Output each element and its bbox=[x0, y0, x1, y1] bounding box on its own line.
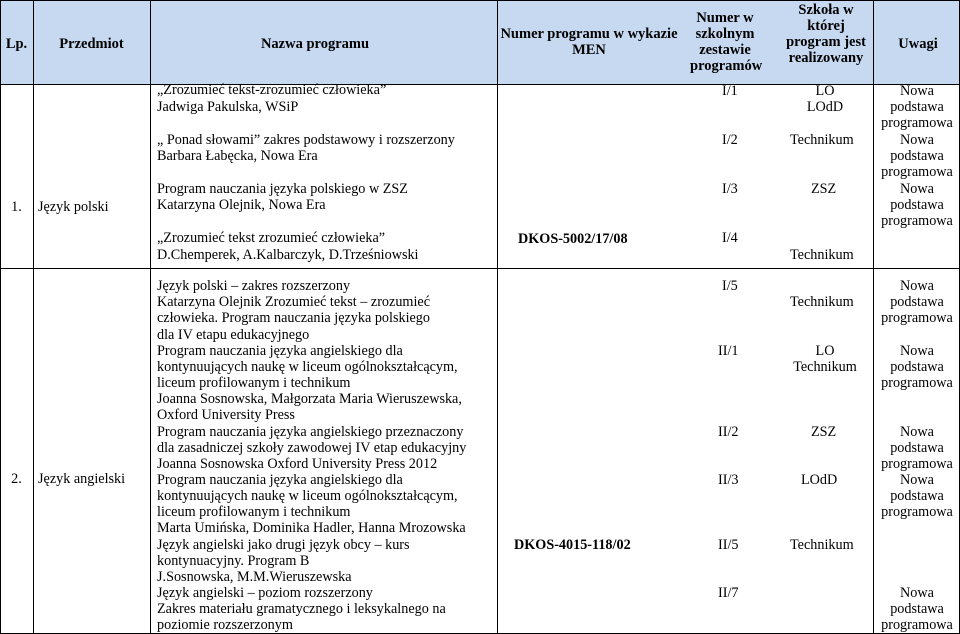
row-2-program-2-line-2: kontynuujących naukę w liceum ogólnokształcącym, bbox=[157, 359, 458, 375]
row-1-lp: 1. bbox=[11, 199, 22, 215]
row-2-program-3-line-3: Joanna Sosnowska Oxford University Press 2012 bbox=[157, 456, 438, 472]
row-2-school-3: ZSZ bbox=[811, 424, 837, 440]
row-2-notes-3: Nowa podstawa programowa bbox=[881, 424, 953, 472]
row-1-number-2: I/2 bbox=[722, 132, 738, 148]
header-program-name: Nazwa programu bbox=[260, 36, 370, 52]
row-2-program-5-line-3: J.Sosnowska, M.M.Wieruszewska bbox=[157, 569, 352, 585]
header-lp: Lp. bbox=[5, 36, 28, 52]
row-2-number-3: II/2 bbox=[718, 424, 739, 440]
row-2-school-4: LOdD bbox=[801, 472, 838, 488]
row-2-program-6-line-3: poziomie rozszerzonym bbox=[157, 617, 293, 633]
row-1-notes-3: Nowa podstawa programowa bbox=[881, 181, 953, 229]
row-2-number-5: II/5 bbox=[718, 537, 739, 553]
header-men-number: Numer programu w wykazie MEN bbox=[500, 26, 678, 58]
row-2-school-1: Technikum bbox=[790, 294, 854, 310]
row-1-program-3-line-2: Katarzyna Olejnik, Nowa Era bbox=[157, 197, 326, 213]
row-1-program-2-line-2: Barbara Łabęcka, Nowa Era bbox=[157, 148, 318, 164]
row-1-program-1-line-1: „Zrozumieć tekst-zrozumieć człowieka” bbox=[157, 82, 387, 98]
row-1-school-1: LO LOdD bbox=[806, 83, 844, 115]
row-1-men-number: DKOS-5002/17/08 bbox=[518, 231, 628, 247]
row-1-program-3-line-1: Program nauczania języka polskiego w ZSZ bbox=[157, 181, 408, 197]
row-2-notes-4: Nowa podstawa programowa bbox=[881, 472, 953, 520]
row-2-program-2-line-1: Program nauczania języka angielskiego dla bbox=[157, 343, 403, 359]
row-2-number-4: II/3 bbox=[718, 472, 739, 488]
row-2-program-5-line-1: Język angielski jako drugi język obcy – kurs bbox=[157, 537, 410, 553]
row-2-program-4-line-3: liceum profilowanym i technikum bbox=[157, 504, 351, 520]
row-2-program-4-line-2: kontynuujących naukę w liceum ogólnokształcącym, bbox=[157, 488, 458, 504]
row-2-school-2: LO Technikum bbox=[793, 343, 857, 375]
row-2-program-2-line-4: Joanna Sosnowska, Małgorzata Maria Wieruszewska, bbox=[157, 391, 462, 407]
row-2-program-1-line-2: Katarzyna Olejnik Zrozumieć tekst – zrozumieć bbox=[157, 294, 430, 310]
row-1-school-4: Technikum bbox=[790, 247, 854, 263]
header-school: Szkoła w której program jest realizowany bbox=[786, 2, 866, 66]
row-2-lp: 2. bbox=[11, 471, 22, 487]
row-2-number-2: II/1 bbox=[718, 343, 739, 359]
row-2-program-4-line-4: Marta Umińska, Dominika Hadler, Hanna Mrozowska bbox=[157, 520, 466, 536]
row-1-number-1: I/1 bbox=[722, 83, 738, 99]
row-1-program-1-line-2: Jadwiga Pakulska, WSiP bbox=[157, 99, 299, 115]
row-1-school-3: ZSZ bbox=[811, 181, 837, 197]
row-1-number-3: I/3 bbox=[722, 181, 738, 197]
row-2-program-6-line-2: Zakres materiału gramatycznego i leksykalnego na bbox=[157, 601, 446, 617]
row-2-men-number: DKOS-4015-118/02 bbox=[514, 537, 631, 553]
row-2-program-1-line-3: człowieka. Program nauczania języka polskiego bbox=[157, 310, 430, 326]
header-school-number: Numer w szkolnym zestawie programów bbox=[690, 10, 763, 74]
row-2-number-1: I/5 bbox=[722, 278, 738, 294]
row-2-notes-6: Nowa podstawa programowa bbox=[881, 585, 953, 633]
header-notes: Uwagi bbox=[898, 36, 938, 52]
row-2-notes-2: Nowa podstawa programowa bbox=[881, 343, 953, 391]
row-2-program-1-line-1: Język polski – zakres rozszerzony bbox=[157, 278, 351, 294]
row-2-program-2-line-3: liceum profilowanym i technikum bbox=[157, 375, 351, 391]
row-2-program-3-line-2: dla zasadniczej szkoły zawodowej IV etap edukacyjny bbox=[157, 440, 467, 456]
row-2-program-2-line-5: Oxford University Press bbox=[157, 407, 295, 423]
row-1-program-4-line-1: „Zrozumieć tekst zrozumieć człowieka” bbox=[157, 230, 386, 246]
row-1-program-4-line-2: D.Chemperek, A.Kalbarczyk, D.Trześniowski bbox=[157, 247, 419, 263]
header-subject: Przedmiot bbox=[59, 36, 124, 52]
row-2-notes-1: Nowa podstawa programowa bbox=[881, 278, 953, 326]
row-1-school-2: Technikum bbox=[790, 132, 854, 148]
row-2-program-5-line-2: kontynuacyjny. Program B bbox=[157, 553, 310, 569]
row-2-program-3-line-1: Program nauczania języka angielskiego przeznaczony bbox=[157, 424, 464, 440]
row-2-school-5: Technikum bbox=[790, 537, 854, 553]
row-2-number-6: II/7 bbox=[718, 585, 739, 601]
row-1-notes-1: Nowa podstawa programowa bbox=[881, 83, 953, 131]
row-2-subject: Język angielski bbox=[38, 471, 126, 487]
row-2-program-1-line-4: dla IV etapu edukacyjnego bbox=[157, 327, 310, 343]
row-1-subject: Język polski bbox=[38, 199, 109, 215]
row-1-notes-2: Nowa podstawa programowa bbox=[881, 132, 953, 180]
row-2-program-4-line-1: Program nauczania języka angielskiego dla bbox=[157, 472, 403, 488]
row-1-program-2-line-1: „ Ponad słowami” zakres podstawowy i rozszerzony bbox=[157, 132, 455, 148]
row-2-program-6-line-1: Język angielski – poziom rozszerzony bbox=[157, 585, 373, 601]
row-1-number-4: I/4 bbox=[722, 230, 738, 246]
